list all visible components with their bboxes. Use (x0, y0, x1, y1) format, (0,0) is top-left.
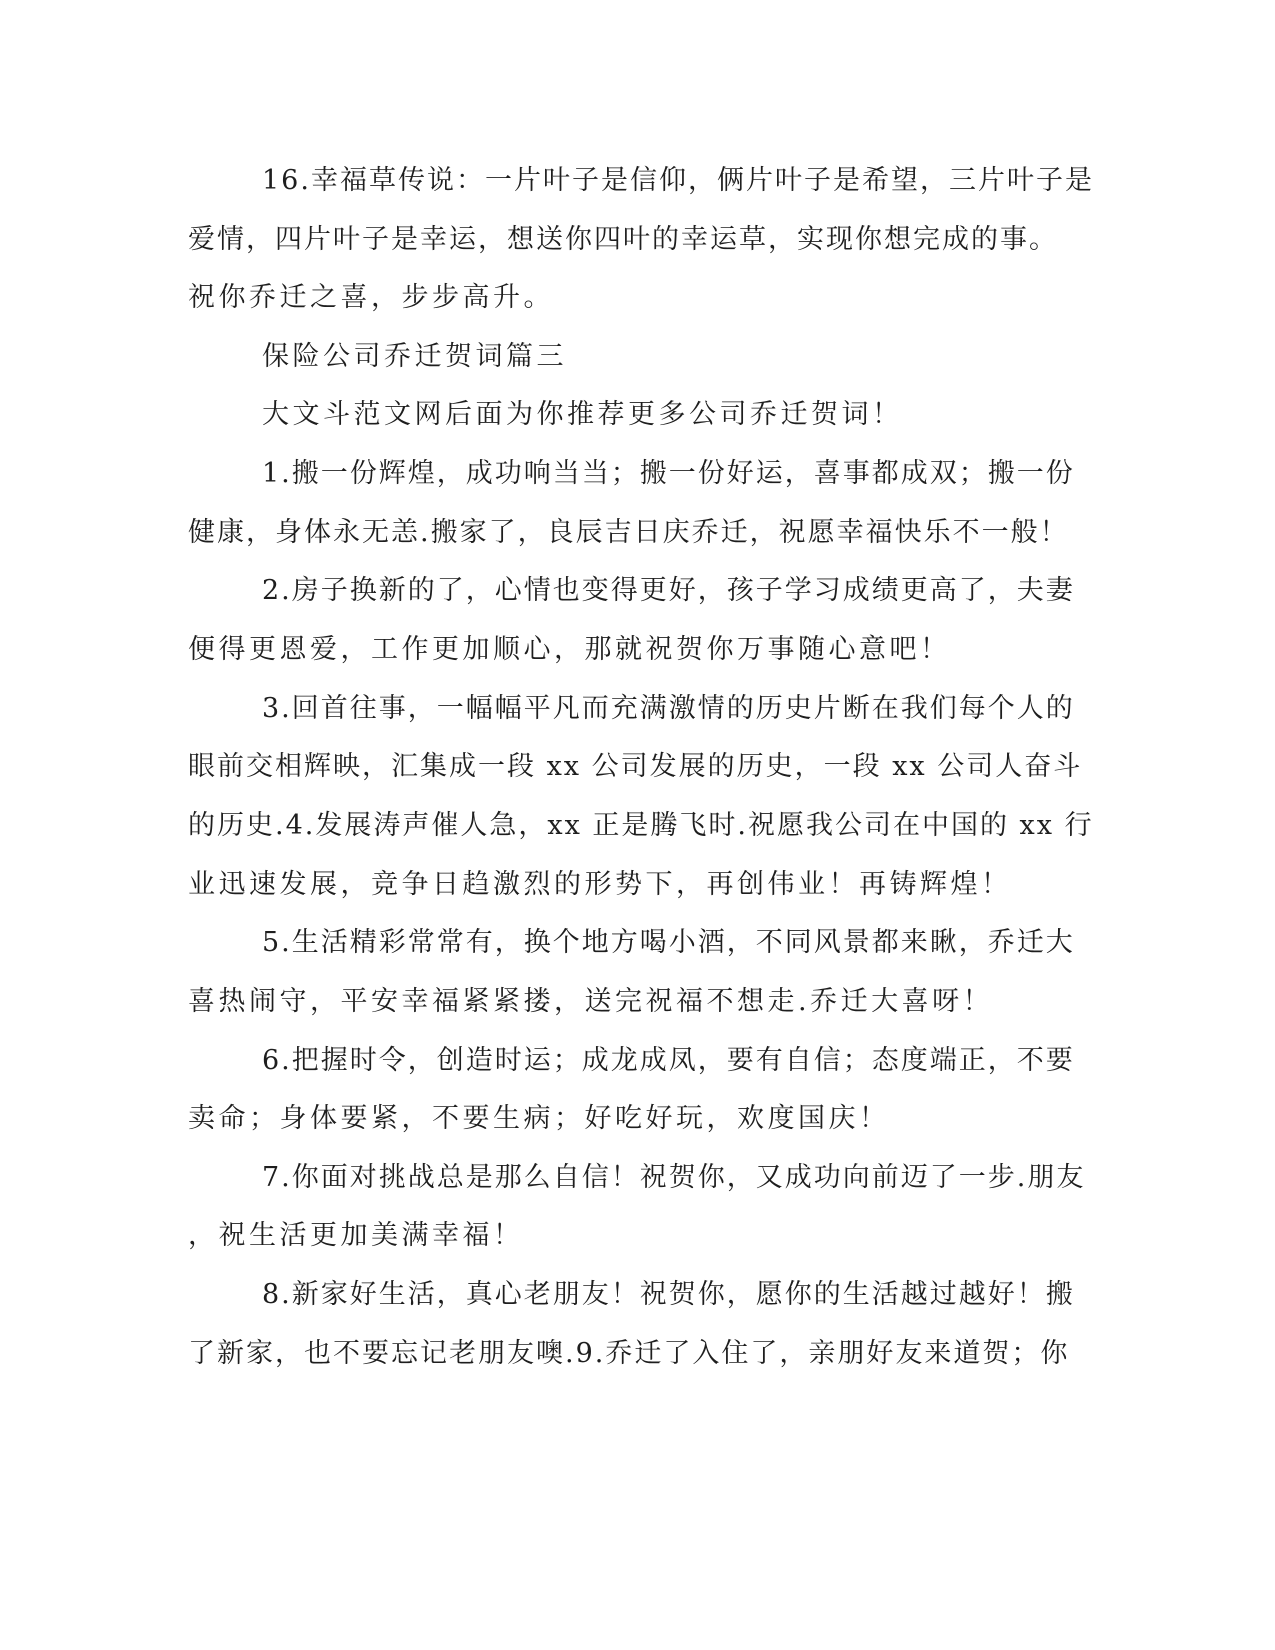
paragraph-line: ，祝生活更加美满幸福！ (188, 1220, 524, 1251)
paragraph-line: 8.新家好生活，真心老朋友！祝贺你，愿你的生活越过越好！搬 (262, 1279, 1075, 1310)
paragraph-line: 业迅速发展，竞争日趋激烈的形势下，再创伟业！再铸辉煌！ (188, 869, 1012, 900)
paragraph-line: 7.你面对挑战总是那么自信！祝贺你，又成功向前迈了一步.朋友 (262, 1162, 1086, 1193)
paragraph-line: 的历史.4.发展涛声催人急，xx 正是腾飞时.祝愿我公司在中国的 xx 行 (188, 810, 1094, 841)
paragraph-line: 健康，身体永无恙.搬家了，良辰吉日庆乔迁，祝愿幸福快乐不一般！ (188, 517, 1069, 548)
paragraph-line: 了新家，也不要忘记老朋友噢.9.乔迁了入住了，亲朋好友来道贺；你 (188, 1338, 1070, 1369)
paragraph-line: 便得更恩爱，工作更加顺心，那就祝贺你万事随心意吧！ (188, 634, 951, 665)
paragraph-line: 爱情，四片叶子是幸运，想送你四叶的幸运草，实现你想完成的事。 (188, 224, 1058, 255)
paragraph-line: 6.把握时令，创造时运；成龙成凤，要有自信；态度端正，不要 (262, 1045, 1075, 1076)
paragraph-line: 1.搬一份辉煌，成功响当当；搬一份好运，喜事都成双；搬一份 (262, 458, 1075, 489)
paragraph-line: 喜热闹守，平安幸福紧紧搂，送完祝福不想走.乔迁大喜呀！ (188, 986, 994, 1017)
paragraph-line: 16.幸福草传说：一片叶子是信仰，俩片叶子是希望，三片叶子是 (262, 165, 1094, 196)
paragraph-line: 卖命；身体要紧，不要生病；好吃好玩，欢度国庆！ (188, 1103, 890, 1134)
paragraph-line: 2.房子换新的了，心情也变得更好，孩子学习成绩更高了，夫妻 (262, 575, 1075, 606)
section-heading: 保险公司乔迁贺词篇三 (262, 341, 567, 372)
paragraph-line: 眼前交相辉映，汇集成一段 xx 公司发展的历史，一段 xx 公司人奋斗 (188, 751, 1083, 782)
paragraph-line: 大文斗范文网后面为你推荐更多公司乔迁贺词！ (262, 399, 903, 430)
paragraph-line: 祝你乔迁之喜，步步高升。 (188, 282, 554, 313)
paragraph-line: 3.回首往事，一幅幅平凡而充满激情的历史片断在我们每个人的 (262, 693, 1075, 724)
paragraph-line: 5.生活精彩常常有，换个地方喝小酒，不同风景都来瞅，乔迁大 (262, 927, 1075, 958)
